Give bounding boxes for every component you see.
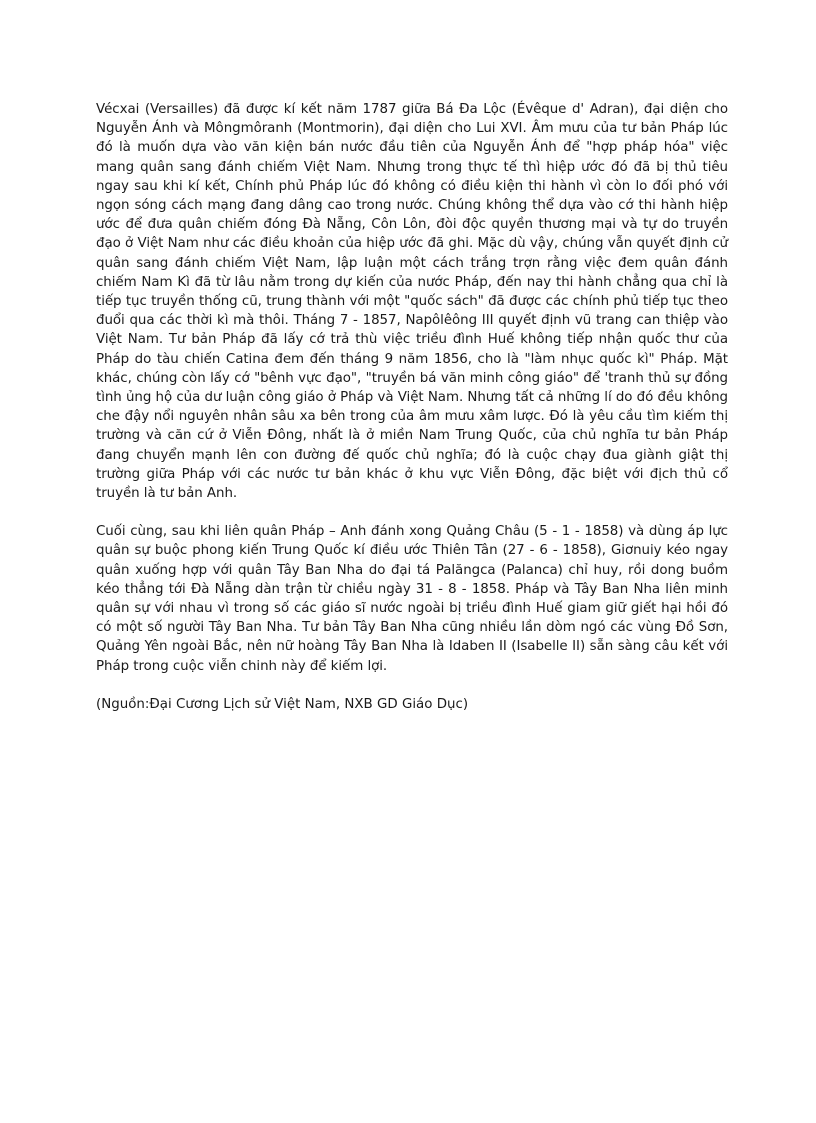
paragraph-1: Vécxai (Versailles) đã được kí kết năm 1787 giữa Bá Đa Lộc (Évêque d' Adran), đại diện cho Nguyễn Ánh và Môngmôranh (Montmorin), đại diện cho Lui XVI. Âm mưu của tư bản Pháp lúc đó là muốn dựa vào văn kiện bán nước đầu tiên của Nguyễn Ánh để "hợp pháp hóa" việc mang quân sang đánh chiếm Việt Nam. Nhưng trong thực tế thì hiệp ước đó đã bị thủ tiêu ngay sau khi kí kết, Chính phủ Pháp lúc đó không có điều kiện thi hành vì còn lo đối phó với ngọn sóng cách mạng đang dâng cao trong nước. Chúng không thể dựa vào cớ thi hành hiệp ước để đưa quân chiếm đóng Đà Nẵng, Côn Lôn, đòi độc quyền thương mại và tự do truyền đạo ở Việt Nam như các điều khoản của hiệp ước đã ghi. Mặc dù vậy, chúng vẫn quyết định cử quân sang đánh chiếm Việt Nam, lập luận một cách trắng trợn rằng việc đem quân đánh chiếm Nam Kì đã từ lâu nằm trong dự kiến của nước Pháp, đến nay thi hành chẳng qua chỉ là tiếp tục truyền thống cũ, trung thành với một "quốc sách" đã được các chính phủ tiếp tục theo đuổi qua các thời kì mà thôi. Tháng 7 - 1857, Napôlêông III quyết định vũ trang can thiệp vào Việt Nam. Tư bản Pháp đã lấy cớ trả thù việc triều đình Huế không tiếp nhận quốc thư của Pháp do tàu chiến Catina đem đến tháng 9 năm 1856, cho là "làm nhục quốc kì" Pháp. Mặt khác, chúng còn lấy cớ "bênh vực đạo", "truyền bá văn minh công giáo" để 'tranh thủ sự đồng tình ủng hộ của dư luận công giáo ở Pháp và Việt Nam. Nhưng tất cả những lí do đó đều không che đậy nổi nguyên nhân sâu xa bên trong của âm mưu xâm lược. Đó là yêu cầu tìm kiếm thị trường và căn cứ ở Viễn Đông, nhất là ở miền Nam Trung Quốc, của chủ nghĩa tư bản Pháp đang chuyển mạnh lên con đường đế quốc chủ nghĩa; đó là cuộc chạy đua giành giật thị trường giữa Pháp với các nước tư bản khác ở khu vực Viễn Đông, đặc biệt với địch thủ cổ truyền là tư bản Anh. (96, 102, 728, 502)
paragraph-2: Cuối cùng, sau khi liên quân Pháp – Anh đánh xong Quảng Châu (5 - 1 - 1858) và dùng áp lực quân sự buộc phong kiến Trung Quốc kí điều ước Thiên Tân (27 - 6 - 1858), Giơnuiy kéo ngay quân xuống hợp với quân Tây Ban Nha do đại tá Palăngca (Palanca) chỉ huy, rồi dong buồm kéo thẳng tới Đà Nẵng dàn trận từ chiều ngày 31 - 8 - 1858. Pháp và Tây Ban Nha liên minh quân sự với nhau vì trong số các giáo sĩ nước ngoài bị triều đình Huế giam giữ giết hại hồi đó có một số người Tây Ban Nha. Tư bản Tây Ban Nha cũng nhiều lần dòm ngó các vùng Đồ Sơn, Quảng Yên ngoài Bắc, nên nữ hoàng Tây Ban Nha là Idaben II (Isabelle II) sẵn sàng câu kết với Pháp trong cuộc viễn chinh này để kiếm lợi. (96, 524, 728, 674)
source-citation: (Nguồn:Đại Cương Lịch sử Việt Nam, NXB GD Giáo Dục) (96, 696, 469, 712)
document-body (96, 100, 728, 714)
